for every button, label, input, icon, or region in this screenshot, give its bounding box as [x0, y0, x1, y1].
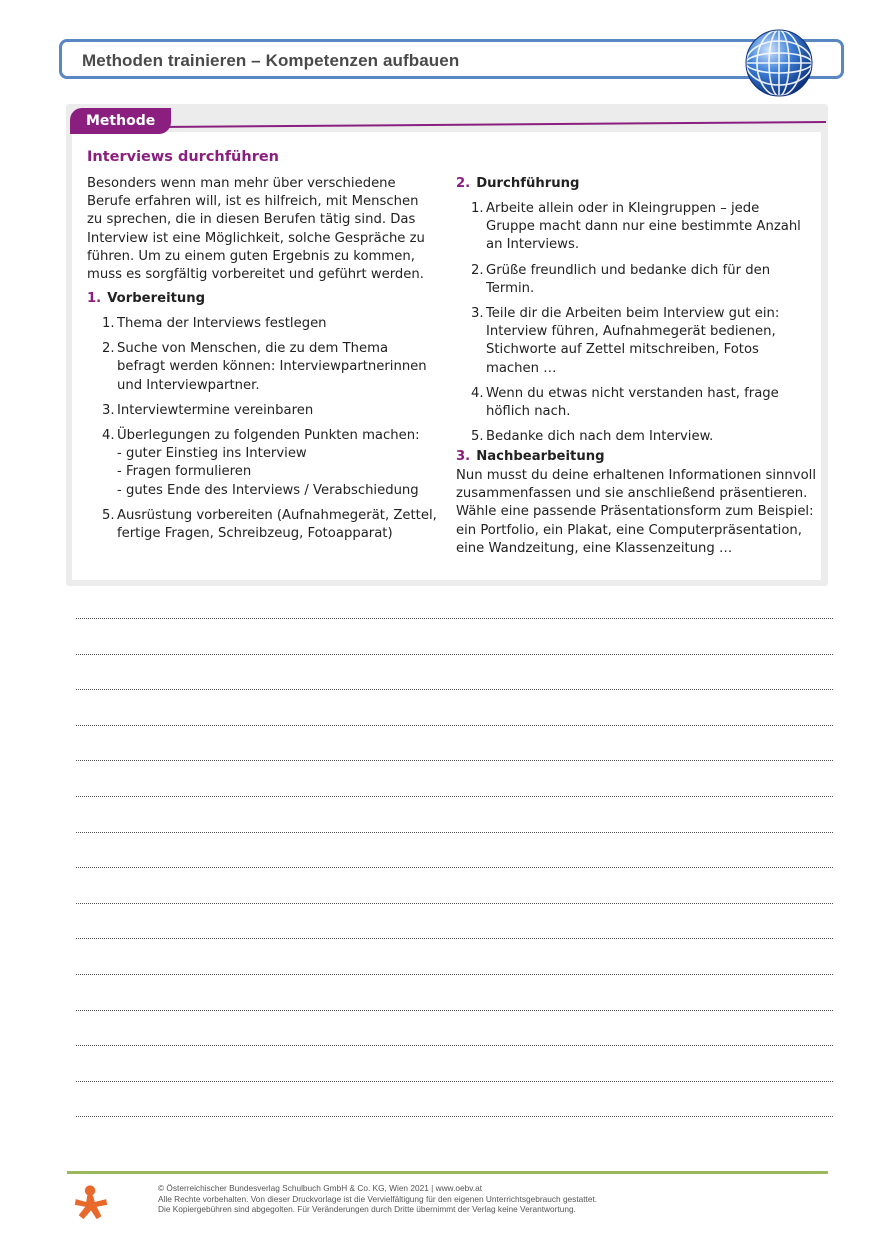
section-number: 2. [456, 176, 471, 191]
item-text: Arbeite allein oder in Kleingruppen – jede Gruppe macht dann nur eine bestimmte Anzahl an Interviews. [486, 201, 801, 253]
list-vorbereitung [102, 315, 437, 550]
footer-disclaimer: Die Kopiergebühren sind abgegolten. Für Veränderungen durch Dritte übernimmt der Verlag keine Verantwortung. [158, 1204, 576, 1215]
nachbearbeitung-text: Nun musst du deine erhaltenen Informationen sinnvoll zusammenfassen und sie anschließend präsentieren. Wähle eine passende Präsentationsform zum Beispiel: ein Portfolio, ein Plakat, eine Computerpräsentation, eine Wandzeitung, eine Klassenzeitung … [456, 468, 816, 556]
writing-line[interactable] [76, 1081, 833, 1082]
item-number: 2. [471, 262, 484, 278]
sub-item: - guter Einstieg ins Interview [117, 446, 307, 462]
item-text: Ausrüstung vorbereiten (Aufnahmegerät, Zettel, fertige Fragen, Schreibzeug, Fotoapparat) [117, 507, 437, 542]
item-text: Wenn du etwas nicht verstanden hast, frage höflich nach. [486, 385, 779, 420]
header-bar [59, 39, 844, 79]
list-item [102, 315, 437, 333]
section-title: Durchführung [476, 176, 580, 191]
list-item [471, 305, 811, 378]
list-item [471, 385, 811, 421]
list-item [471, 428, 811, 446]
section-heading-durchfuehrung [456, 176, 579, 191]
item-text: Überlegungen zu folgenden Punkten machen: [117, 428, 420, 444]
writing-line[interactable] [76, 938, 833, 939]
list-item [471, 200, 811, 255]
footer-divider [67, 1171, 828, 1174]
writing-line[interactable] [76, 618, 833, 619]
writing-line[interactable] [76, 867, 833, 868]
writing-line[interactable] [76, 654, 833, 655]
list-item [102, 402, 437, 420]
method-divider [160, 118, 826, 132]
sub-item: - Fragen formulieren [117, 464, 252, 480]
item-text: Grüße freundlich und bedanke dich für den Termin. [486, 262, 771, 296]
list-item [102, 427, 437, 500]
writing-line[interactable] [76, 974, 833, 975]
list-item [102, 340, 437, 395]
writing-line[interactable] [76, 760, 833, 761]
item-text: Teile dir die Arbeiten beim Interview gut ein: Interview führen, Aufnahmegerät bedienen, Stichworte auf Zettel mitschreiben, Fotos machen … [486, 306, 780, 376]
item-number: 1. [102, 316, 115, 331]
writing-lines [76, 618, 833, 1152]
item-text: Thema der Interviews festlegen [117, 316, 327, 331]
list-item [471, 262, 811, 298]
item-number: 3. [471, 306, 484, 322]
writing-line[interactable] [76, 796, 833, 797]
publisher-logo-icon [72, 1183, 110, 1221]
item-number: 5. [102, 507, 115, 523]
section-number: 1. [87, 291, 102, 306]
section-title: Nachbearbeitung [476, 449, 605, 464]
section-number: 3. [456, 449, 471, 464]
writing-line[interactable] [76, 1045, 833, 1046]
section-heading-nachbearbeitung [456, 449, 605, 464]
writing-line[interactable] [76, 1116, 833, 1117]
list-item [102, 507, 437, 543]
item-number: 5. [471, 429, 484, 445]
sub-item: - gutes Ende des Interviews / Verabschiedung [117, 482, 419, 498]
writing-line[interactable] [76, 689, 833, 690]
item-number: 2. [102, 341, 115, 357]
writing-line[interactable] [76, 832, 833, 833]
intro-text: Besonders wenn man mehr über verschiedene Berufe erfahren will, ist es hilfreich, mit Menschen zu sprechen, die in diesen Berufen tätig sind. Das Interview ist eine Möglichkeit, solche Gespräche zu führen. Um zu einem guten Ergebnis zu kommen, muss es sorgfältig vorbereitet und geführt werden. [87, 176, 425, 283]
section-heading-vorbereitung [87, 291, 205, 306]
item-text: Interviewtermine vereinbaren [117, 402, 314, 418]
list-durchfuehrung [471, 200, 811, 453]
item-text: Bedanke dich nach dem Interview. [486, 429, 714, 445]
item-number: 1. [471, 201, 484, 216]
footer-text [158, 1183, 597, 1215]
item-number: 3. [102, 402, 115, 418]
globe-icon [743, 27, 815, 99]
section-title: Vorbereitung [107, 291, 206, 306]
footer-copyright: © Österreichischer Bundesverlag Schulbuch GmbH & Co. KG, Wien 2021 | www.oebv.at [158, 1183, 482, 1193]
item-number: 4. [471, 385, 484, 401]
method-tag: Methode [70, 108, 171, 134]
item-text: Suche von Menschen, die zu dem Thema befragt werden können: Interviewpartnerinnen und Interviewpartner. [117, 341, 427, 393]
writing-line[interactable] [76, 903, 833, 904]
writing-line[interactable] [76, 725, 833, 726]
footer-rights: Alle Rechte vorbehalten. Von dieser Druckvorlage ist die Vervielfältigung für den eigenen Unterrichtsgebrauch gestattet. [158, 1193, 598, 1204]
writing-line[interactable] [76, 1010, 833, 1011]
item-number: 4. [102, 428, 115, 444]
page-title: Methoden trainieren – Kompetenzen aufbauen [82, 51, 460, 70]
method-title: Interviews durchführen [87, 149, 279, 165]
